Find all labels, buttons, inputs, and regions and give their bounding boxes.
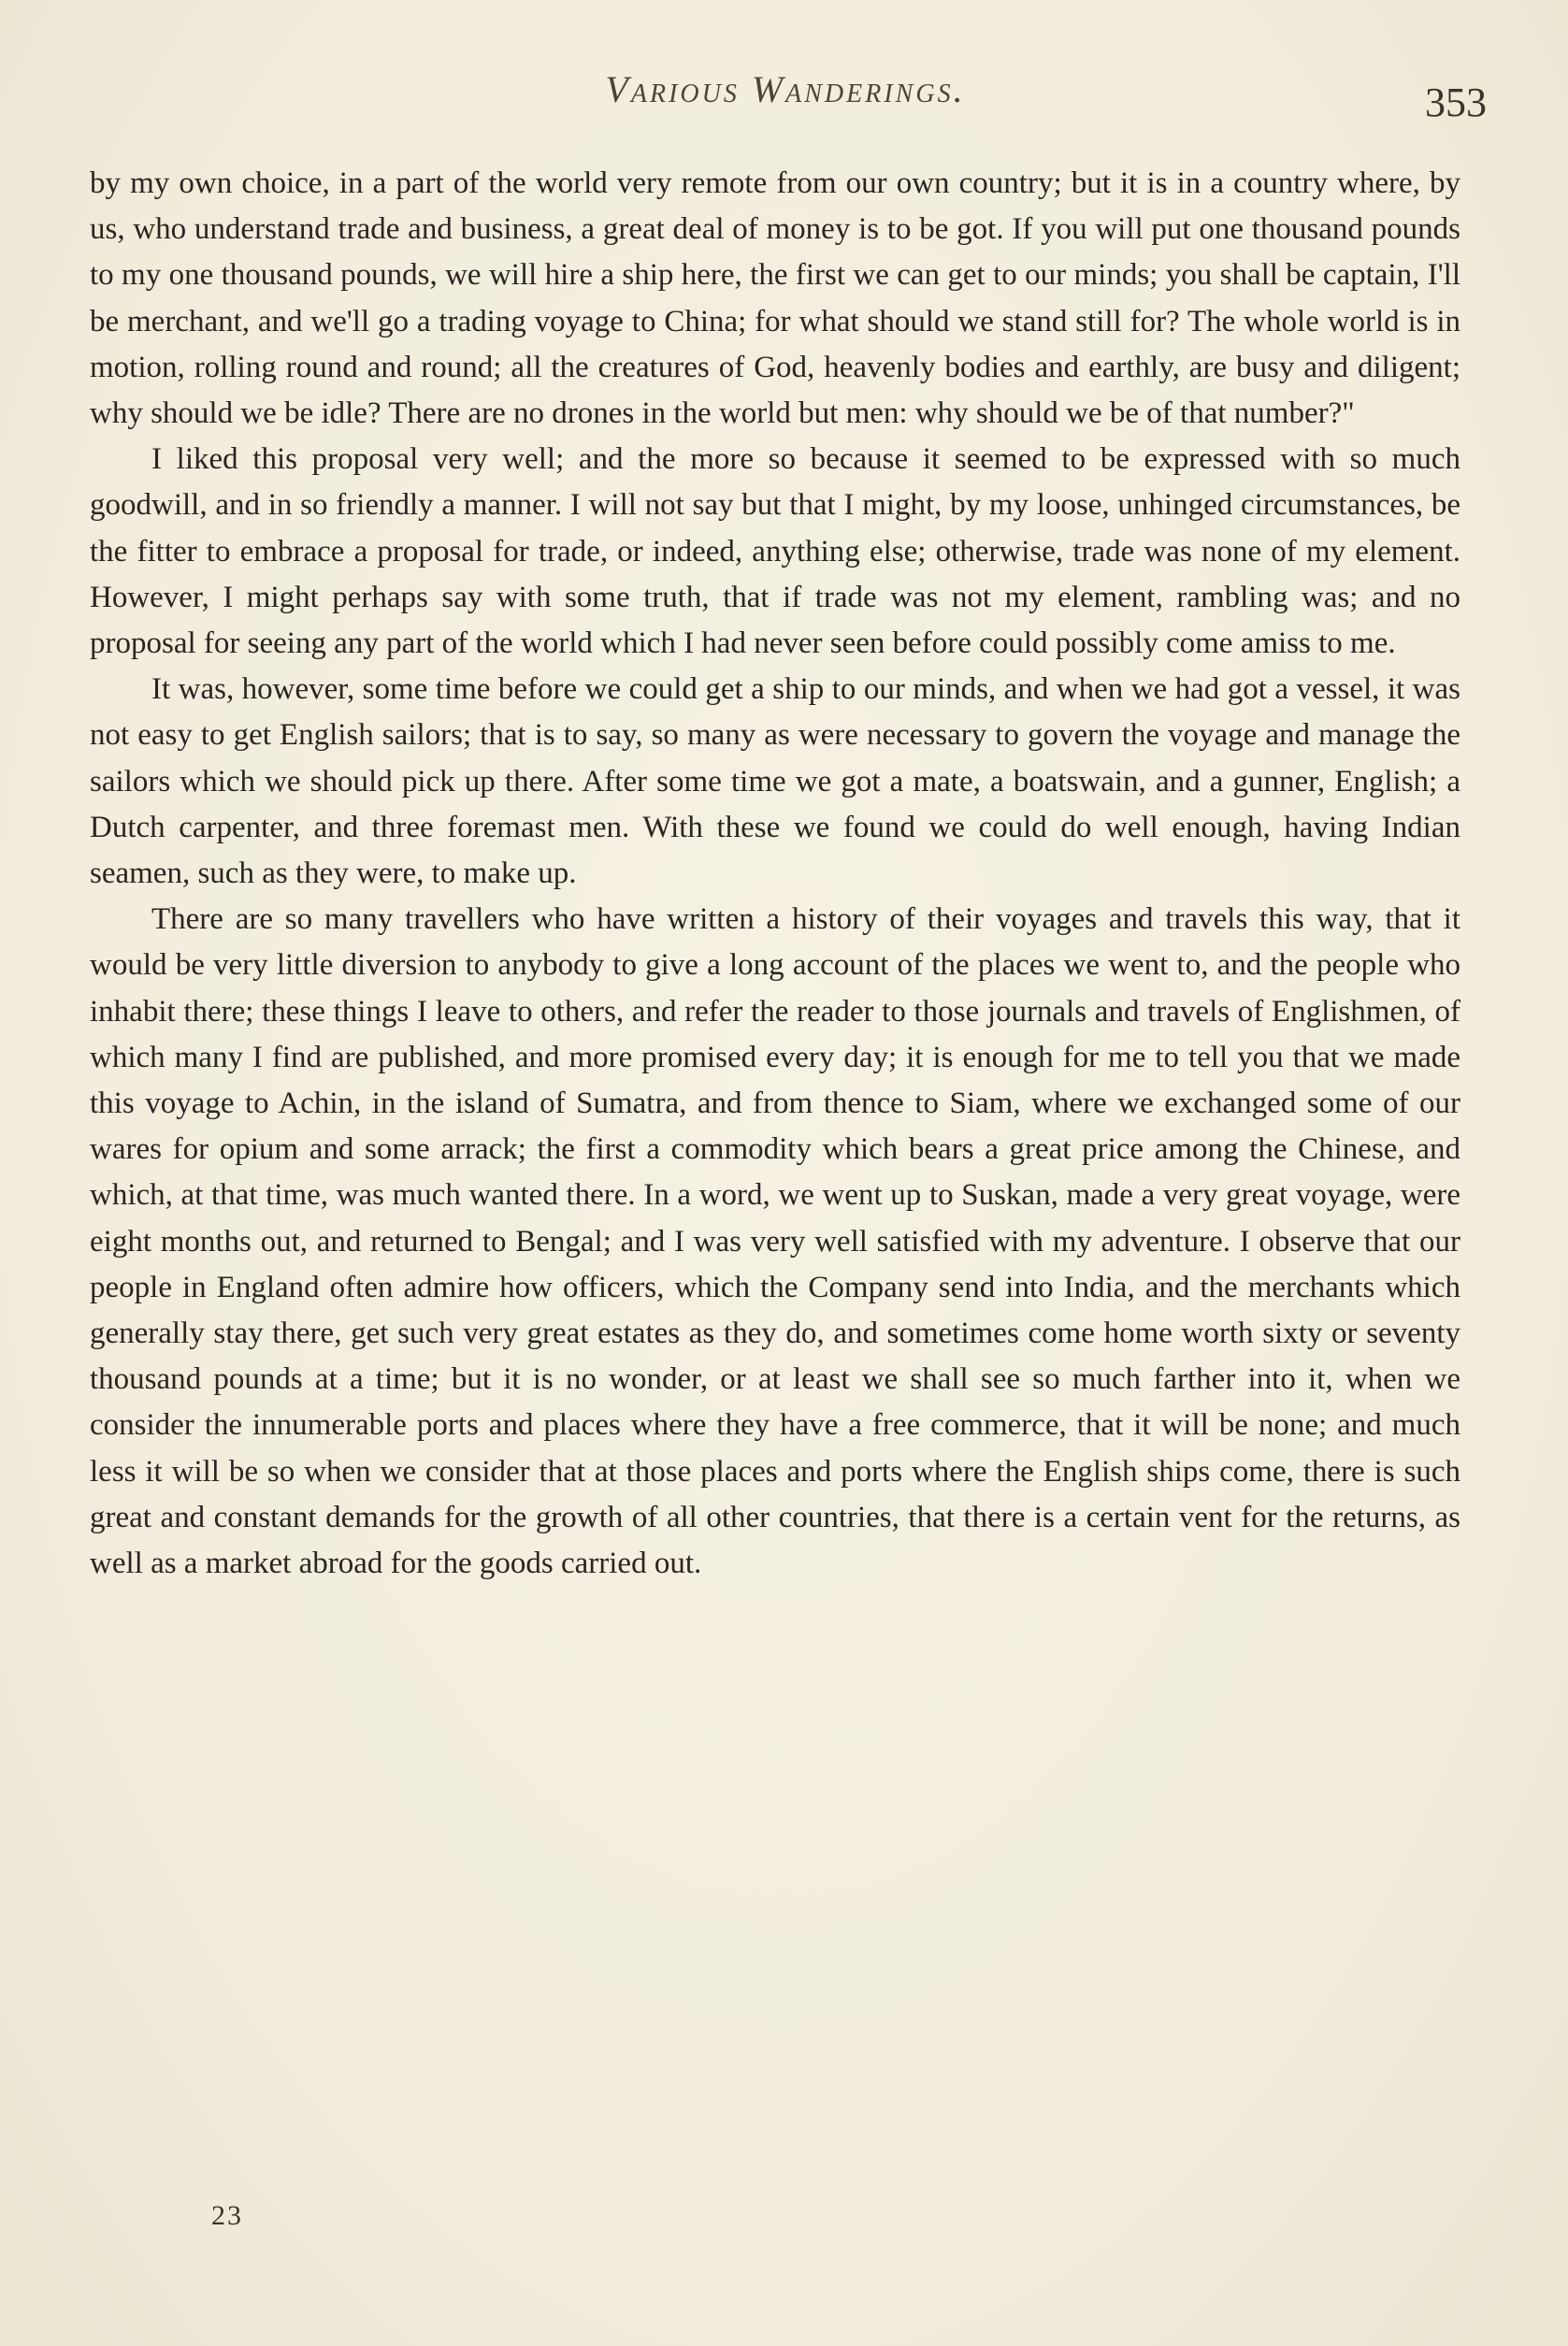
body-text — [90, 161, 1460, 1587]
running-title: Various Wanderings. — [605, 68, 966, 110]
paragraph-continued: by my own choice, in a part of the world very remote from our own country; but it is in a country where, by us, who understand trade and business, a great deal of money is to be got. If you will put one thousand pounds to my one thousand pounds, we will hire a ship here, the first we can get to our minds; you shall be captain, I'll be merchant, and we'll go a trading voyage to China; for what should we stand still for? The whole world is in motion, rolling round and round; all the creatures of God, heavenly bodies and earthly, are busy and diligent; why should we be idle? There are no drones in the world but men: why should we be of that number?" — [90, 166, 1460, 431]
signature-mark: 23 — [211, 2200, 243, 2231]
page-number: 353 — [1425, 79, 1487, 125]
paragraph-proposal: I liked this proposal very well; and the more so because it seemed to be expressed with so much goodwill, and in so friendly a manner. I will not say but that I might, by my loose, unhinged circumstances, be the fitter to embrace a proposal for trade, or indeed, anything else; otherwise, trade was none of my element. However, I might perhaps say with some truth, that if trade was not my element, rambling was; and no proposal for seeing any part of the world which I had never seen before could possibly come amiss to me. — [90, 442, 1460, 661]
paragraph-ship-crew: It was, however, some time before we could get a ship to our minds, and when we had got a vessel, it was not easy to get English sailors; that is to say, so many as were necessary to govern the voyage and manage the sailors which we should pick up there. After some time we got a mate, a boatswain, and a gunner, English; a Dutch carpenter, and three foremast men. With these we found we could do well enough, having Indian seamen, such as they were, to make up. — [90, 672, 1460, 891]
paragraph-voyage: There are so many travellers who have written a history of their voyages and travels this way, that it would be very little diversion to anybody to give a long account of the places we went to, and the people who inhabit there; these things I leave to others, and refer the reader to those journals and travels of Englishmen, of which many I find are published, and more promised every day; it is enough for me to tell you that we made this voyage to Achin, in the island of Sumatra, and from thence to Siam, where we exchanged some of our wares for opium and some arrack; the first a commodity which bears a great price among the Chinese, and which, at that time, was much wanted there. In a word, we went up to Suskan, made a very great voyage, were eight months out, and returned to Bengal; and I was very well satisfied with my adventure. I observe that our people in England often admire how officers, which the Company send into India, and the merchants which generally stay there, get such very great estates as they do, and sometimes come home worth sixty or seventy thousand pounds at a time; but it is no wonder, or at least we shall see so much farther into it, when we consider the innumerable ports and places where they have a free commerce, that it will be none; and much less it will be so when we consider that at those places and ports where the English ships come, there is such great and constant demands for the growth of all other countries, that there is a certain vent for the returns, as well as a market abroad for the goods carried out. — [90, 902, 1460, 1581]
